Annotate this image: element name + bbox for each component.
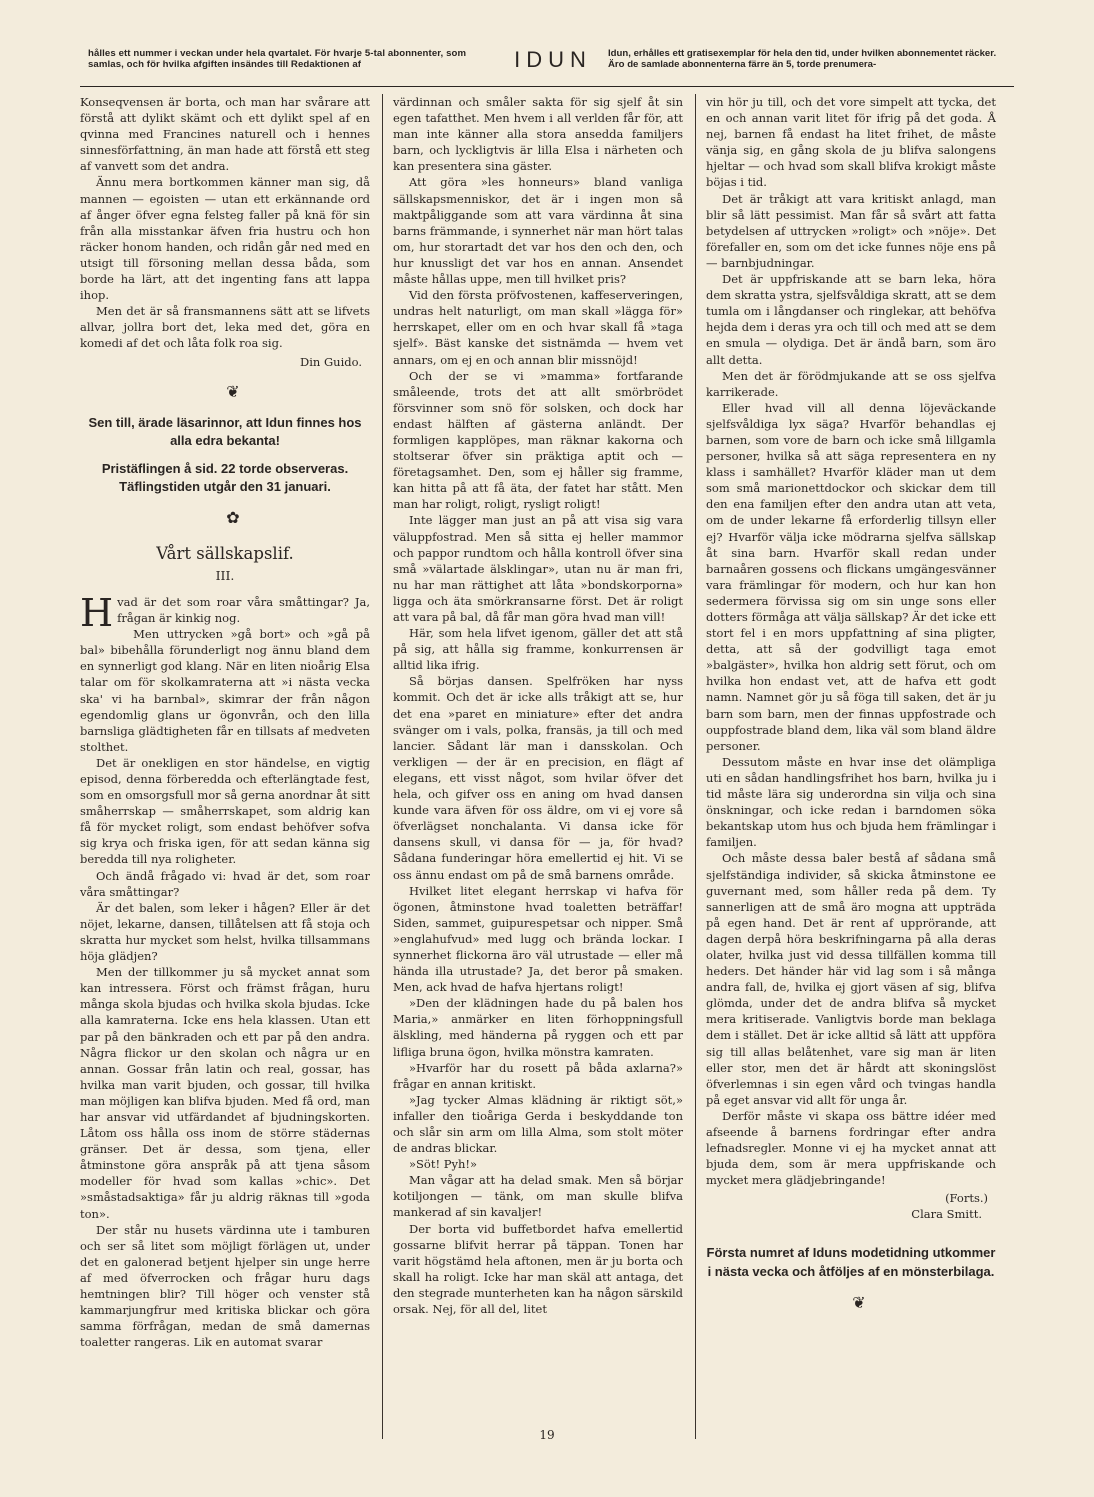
paragraph: Och måste dessa baler bestå af sådana små sjelfständiga individer, så skicka åtminstone ee guvernant med, som håller reda på dem. Ty sannerligen att de små äro mogna att uppträda på egen hand. Det är rent af upprörande, att dagen derpå höra beskrifningarna på alla deras olater, hvilka just vid dessa tillfällen komma till heders. Det händer här vid lag som i så många andra fall, de, hvilka ej gjort väsen af sig, blifva glömda, under det de andra blifva så mycket mera kritiserade. Vanligtvis borde man beklaga dem i stället. Det är icke alltid så lätt att uppföra sig till allas belåtenhet, vare sig man är liten eller stor, men det är hårdt att skoningslöst öfverlemnas i sin egen vård och tvingas handla på eget ansvar vid allt för unga år. [706,851,996,1107]
paragraph: värdinnan och småler sakta för sig sjelf åt sin egen tafatthet. Men hvem i all verlden får för, att man inte känner alla stora ansedda familjers barn, och lyckligtvis är lilla Elsa i närheten och kan presentera sina gäster. [393,95,683,174]
paragraph: Men det är så fransmannens sätt att se lifvets allvar, jollra bort det, leka med det, göra en komedi af det och låta folk roa sig. [80,304,370,351]
paragraph: Man vågar att ha delad smak. Men så börjar kotiljongen — tänk, om man skulle blifva mankerad af sin kavaljer! [393,1173,683,1220]
paragraph: Här, som hela lifvet igenom, gäller det att stå på sig, att hålla sig framme, konkurrensen är alltid lika ifrig. [393,626,683,673]
ornament-icon: ❦ [226,381,240,401]
paragraph: Inte lägger man just an på att visa sig vara väluppfostrad. Men så sitta ej heller mammor och pappor rundtom och hålla kontroll öfver sina små »välartade älsklingar», utan nu är man fri, nu har man rättighet att låta »bondskorporna» ligga och äta smörkransarne först. Det är roligt att vara på bal, då får man göra hvad man vill! [393,513,683,624]
paragraph: Det är tråkigt att vara kritiskt anlagd, man blir så lätt pessimist. Man får så svårt att fatta betydelsen af uttrycken »roligt» och »nöje». Det förefaller en, som om det icke funnes nöje ens på — barnbjudningar. [706,191,996,270]
column-divider-2 [695,94,696,1439]
masthead-title: IDUN [514,47,592,72]
paragraph: Hvilket litet elegant herrskap vi hafva för ögonen, åtminstone hvad toaletten beträffar! Siden, sammet, guipurespetsar och nipper. Små »englahufvud» med lugg och brända lockar. I synnerhet flickorna äro väl utrustade — eller må hända illa utrustade? Ja, det beror på smaken. Men, ack hvad de hafva hjertans roligt! [393,883,683,995]
header-right-text: Idun, erhålles ett gratisexemplar för hela den tid, under hvilken abonnementet räcker. Äro de samlade abonnenterna färre än 5, torde prenumera- [608,48,997,70]
article-title: Vårt sällskapslif. [156,543,294,563]
paragraph: Konseqvensen är borta, och man har svårare att förstå att dylikt skämt och ett dylikt spel af en qvinna med Francines naturell och i hennes sinnesförfattning, än man hade att förstå ett steg af vanvett som det andra. [80,95,370,174]
signature: Din Guido. [300,354,362,369]
notice-competition: Pristäflingen å sid. 22 torde observeras. Täflingstiden utgår den 31 januari. [101,460,349,494]
page-header [88,48,1006,82]
header-rule [80,86,1014,87]
paragraph: Det är uppfriskande att se barn leka, höra dem skratta ystra, sjelfsvåldiga skratt, att se dem tumla om i långdanser och ringlekar, att behöfva hejda dem i deras yra och till och med att se dem en smula — olydiga. Det är ändå barn, som äro allt detta. [706,272,996,367]
paragraph: Men uttrycken »gå bort» och »gå på bal» bibehålla förunderligt nog ännu bland dem en synnerligt god klang. När en liten nioårig Elsa talar om för skolkamraterna att »i nästa vecka ska' vi ha barnbal», skimrar der från någon egendomlig glans ur ögonvrån, och den lilla barnsliga glädtigheten får en tillsats af medveten stolthet. [80,627,370,754]
paragraph: Vid den första pröfvostenen, kaffeserveringen, undras helt naturligt, om man skall »lägga för» herrskapet, eller om en och hvar skall få »taga sjelf». Bäst kanske det sistnämda — hvem vet annars, om ej en och annan blir missnöjd! [393,288,683,367]
paragraph: »Hvarför har du rosett på båda axlarna?» frågar en annan kritiskt. [393,1060,683,1091]
paragraph: Så börjas dansen. Spelfröken har nyss kommit. Och det är icke alls tråkigt att se, hur det ena »paret en miniature» efter det andra svänger om i vals, polka, fransäs, ja till och med lancier. Sådant lär man i dansskolan. Och verkligen — der är en precision, en flägt af elegans, ett visst något, som hvilar öfver det hela, och gifver oss en aning om hvad dansen kunde vara äfven för oss äldre, om vi ej vore så öfverlägset nonchalanta. Vi dansa icke för dansens skull, vi dansa för — ja, för hvad? Sådana funderingar höra emellertid ej hit. Vi se oss ännu endast om på de små barnens område. [393,674,683,882]
paragraph: Är det balen, som leker i hågen? Eller är det nöjet, lekarne, dansen, tillåtelsen att få stoja och skratta hur mycket som helst, hvilka tillsammans höja glädjen? [80,900,370,964]
column-3 [706,94,996,1325]
paragraph: Der står nu husets värdinna ute i tamburen och ser så litet som möjligt förlägen ut, under det en galonerad betjent hjelper sin unge herre af med öfverrocken och frågar huru dags hemtningen blir? Till höger och venster stå kammarjungfrur med kritiska blickar och göra samma förfrågan, medan de små damernas toaletter rangeras. Lik en automat svarar [80,1222,370,1350]
paragraph: Men der tillkommer ju så mycket annat som kan intressera. Först och främst frågan, huru många skola bjudas och hvilka skola bjudas. Icke alla kamraterna. Icke ens hela klassen. Utan ett par på den bänkraden och ett par på den andra. Några flickor ur den skolan och några ur en annan. Gossar från latin och real, gossar, has hvilka man varit bjuden, och gossar, till hvilka man möjligen kan blifva bjuden. Med få ord, man har ansvar vid utfärdandet af bjudningskorten. Låtom oss hålla oss inom de större städernas gränser. Det är dessa, som tjena, eller åtminstone göra anspråk på att tjena såsom modeller för hvad som kallas »chic». Det »småstadsaktiga» får ju aldrig räknas till »goda ton». [80,965,370,1221]
paragraph: vad är det som roar våra småttingar? Ja, frågan är kinkig nog. [117,594,370,626]
paragraph: Derför måste vi skapa oss bättre idéer med afseende å barnens fordringar efter andra lefnadsregler. Monne vi ej ha mycket annat att bjuda dem, som är mera uppfriskande och mycket mera glädjebringande! [706,1108,996,1188]
paragraph: Dessutom måste en hvar inse det olämpliga uti en sådan handlingsfrihet hos barn, hvilka ju i tid måste lära sig underordna sin vilja och sina önskningar, och icke redan i barndomen söka bekantskap utom hus och bjuda hem främlingar i familjen. [706,754,996,850]
page-number: 19 [539,1428,555,1442]
paragraph: »Söt! Pyh!» [409,1157,478,1172]
article-part-number: III. [215,567,235,583]
paragraph: Ännu mera bortkommen känner man sig, då mannen — egoisten — utan ett erkännande ord af ånger öfver egna felsteg faller på knä för sin från alla misstankar äfven fria hustru och hon räcker honom handen, och ridån går ned med en utsigt till försoning mellan dessa båda, som borde ha lärt, att det ingenting fans att lappa ihop. [80,175,370,303]
paragraph: Der borta vid buffetbordet hafva emellertid gossarne blifvit herrar på täppan. Tonen har varit högstämd hela aftonen, men är ju borta och skall ha roligt. Icke har man skäl att antaga, det den stegrade munterheten kan ha någon särskild orsak. Nej, för all del, litet [393,1221,683,1317]
paragraph: Och der se vi »mamma» fortfarande småleende, trots det att allt smörbrödet försvinner som snö för solsken, och dock har endast hälften af gästerna anländt. Der formligen kapplöpes, man räknar kakorna och stoltserar öfver sin präktiga aptit och — företagsamhet. Den, som ej håller sig framme, kan hitta på att få äta, der fatet har stått. Men man har roligt, roligt, rysligt roligt! [393,368,683,512]
paragraph: Eller hvad vill all denna löjeväckande sjelfsvåldiga lyx säga? Hvarför behandlas ej barnen, som vore de barn och icke små lillgamla personer, hvilka så att säga representera en ny klass i samhället? Hvarför kläder man ut dem som små marionettdockor och skickar dem till den ena familjen efter den andra utan att veta, om de under lekarne få erforderlig tillsyn eller ej? Hvarför välja icke mödrarna sjelfva sällskap åt sina barn. Hvarför skall redan under barnaåren gossens och flickans umgängesvänner vara främlingar för modern, och hur kan hon sedermera förvissa sig om sin unge sons eller dotters förmåga att välja sällskap? Är det icke ett stort fel i en mors uppfattning af sina pligter, detta, att så der godvilligt taga emot »balgäster», hvilka hon aldrig sett förut, och om hvilka hon endast vet, att de hafva ett godt namn. Namnet gör ju så föga till saken, det är ju barn som barn, men der finnas uppfostrade och ouppfostrade bland dem, lika väl som bland äldre personer. [706,400,996,753]
paragraph: »Den der klädningen hade du på balen hos Maria,» anmärker en liten förhoppningsfull älskling, med händerna på ryggen och ett par lifliga bruna ögon, hvilka mönstra kamraten. [393,996,683,1059]
paragraph: »Jag tycker Almas klädning är riktigt söt,» infaller den tioåriga Gerda i beskyddande ton och slår sin arm om lilla Alma, som stolt möter de andras blickar. [393,1092,683,1156]
paragraph: vin hör ju till, och det vore simpelt att tycka, det en och annan varit litet för ifrig på det goda. Å nej, barnen få endast ha litet frihet, de måste vänja sig, en gång skola de ju blifva salongens hjeltar — och hvad som skall blifva krokigt måste böjas i tid. [706,95,996,190]
ornament-icon: ✿ [226,507,240,527]
column-divider-1 [382,94,383,1439]
column-2 [393,94,683,1317]
paragraph: Det är onekligen en stor händelse, en vigtig episod, denna förberedda och efterlängtade fest, som en omsorgsfull mor så gerna anordnar åt sitt småherrskap — småherrskapet, som aldrig kan få för mycket roligt, som endast behöfver sofva sig krya och friska igen, för att sedan känna sig beredda till nya roligheter. [80,755,370,867]
column-1 [80,94,370,1350]
notice-readers: Sen till, ärade läsarinnor, att Idun finnes hos alla edra bekanta! [88,414,362,448]
paragraph: Och ändå frågado vi: hvad är det, som roar våra småttingar? [80,868,370,899]
paragraph: Att göra »les honneurs» bland vanliga sällskapsmenniskor, det är i ingen mon så maktpåliggande som att vara värdinna åt sina barns främmande, i synnerhet när man hört talas om, hur storartadt det var hos den och den, och hur knussligt det var hos en annan. Ansendet måste hållas uppe, men till hvilket pris? [393,175,683,287]
ornament-icon: ❦ [852,1292,866,1312]
author-signature: Clara Smitt. [911,1207,982,1222]
drop-cap: H [80,590,114,635]
paragraph: Men det är förödmjukande att se oss sjelfva karrikerade. [706,368,996,399]
notice-fashion-magazine: Första numret af Iduns modetidning utkommer i nästa vecka och åtföljes af en mönsterbilaga. [706,1244,996,1279]
continued-note: (Forts.) [945,1191,988,1206]
header-left-text: hålles ett nummer i veckan under hela qvartalet. För hvarje 5-tal abonnenter, som samlas, och för hvilka afgiften insändes till Redaktionen af [88,48,467,70]
